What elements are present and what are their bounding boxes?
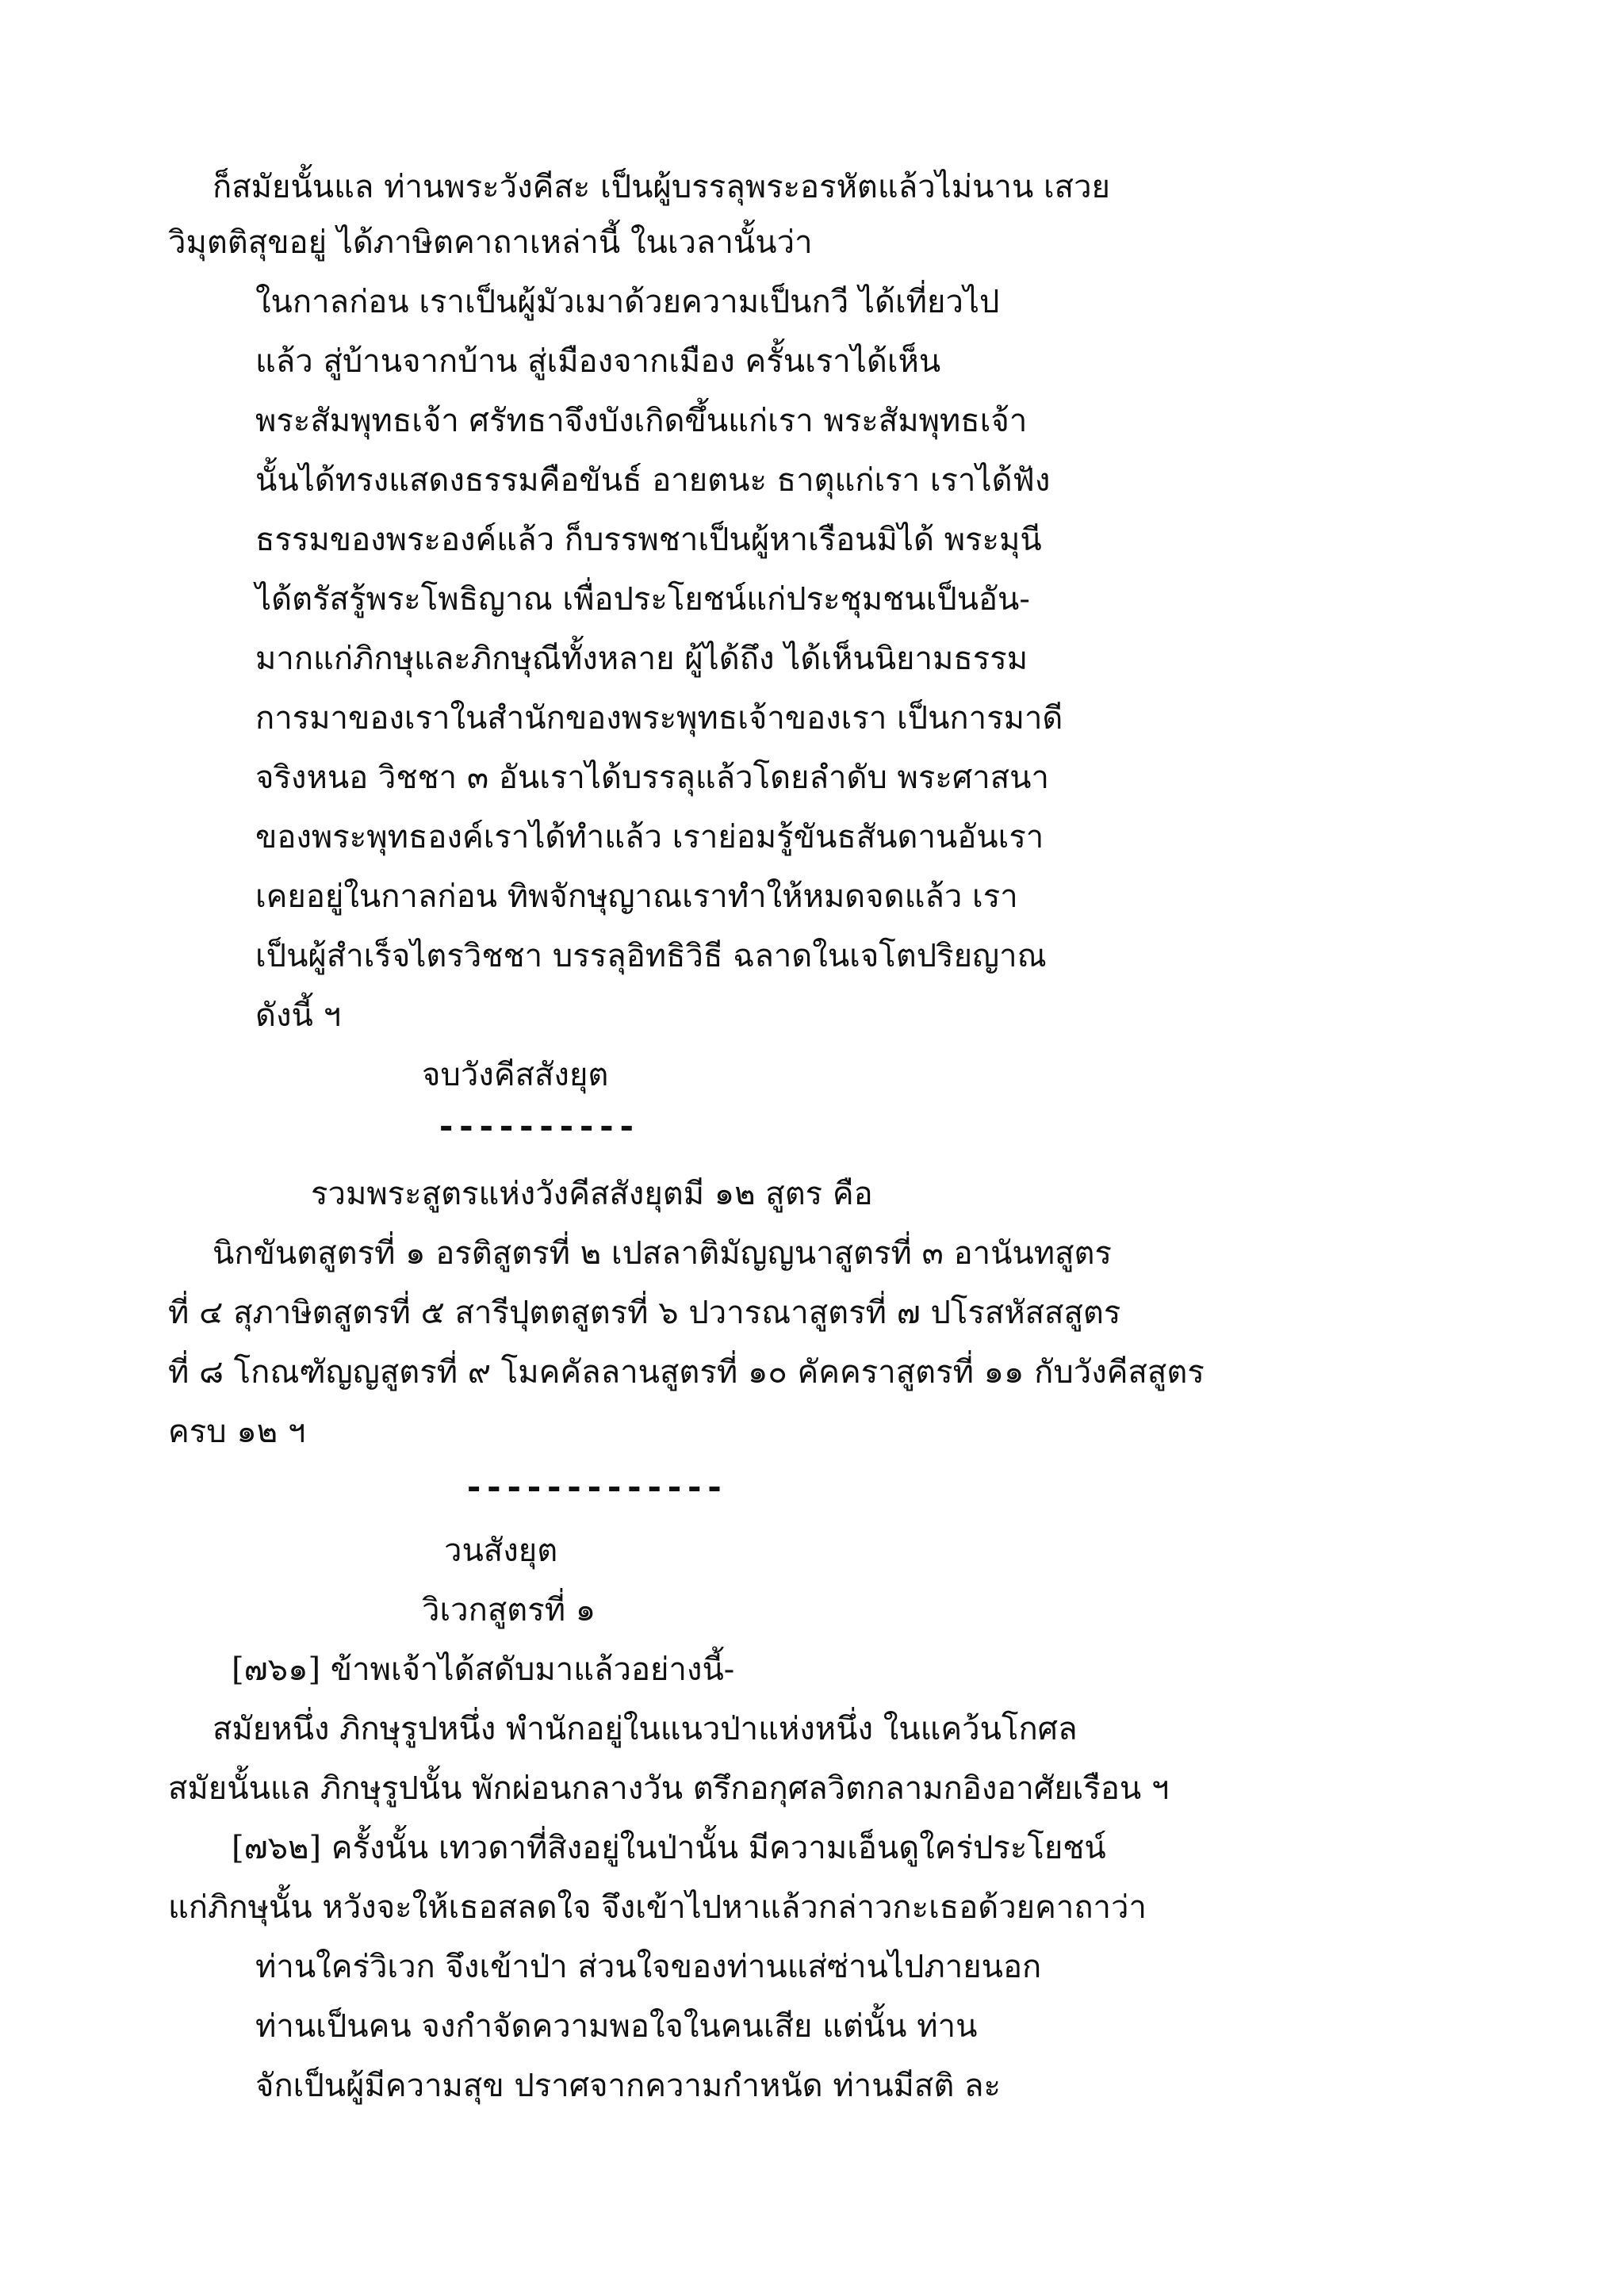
verse-1-line: จริงหนอ วิชชา ๓ อันเราได้บรรลุแล้วโดยลำดับ พระศาสนา — [255, 760, 1049, 796]
verse-1-line: แล้ว สู่บ้านจากบ้าน สู่เมืองจากเมือง ครั้นเราได้เห็น — [255, 343, 941, 380]
summary-line: ครบ ๑๒ ฯ — [168, 1414, 306, 1450]
verse-1-line: มากแก่ภิกษุและภิกษุณีทั้งหลาย ผู้ได้ถึง ได้เห็นนิยามธรรม — [255, 641, 1028, 677]
verse-1-line: การมาของเราในสำนักของพระพุทธเจ้าของเรา เป็นการมาดี — [255, 700, 1063, 737]
section-title: วนสังยุต — [444, 1533, 558, 1569]
summary-line: นิกขันตสูตรที่ ๑ อรติสูตรที่ ๒ เปสลาติมัญญนาสูตรที่ ๓ อานันทสูตร — [213, 1235, 1113, 1272]
separator-rule: ------------- — [464, 1468, 725, 1506]
verse-1-line: เป็นผู้สำเร็จไตรวิชชา บรรลุอิทธิวิธี ฉลาดในเจโตปริยญาณ — [255, 938, 1047, 974]
summary-line: ที่ ๘ โกณฑัญญสูตรที่ ๙ โมคคัลลานสูตรที่ ๑๐ คัคคราสูตรที่ ๑๑ กับวังคีสสูตร — [168, 1354, 1205, 1391]
separator-rule: ---------- — [436, 1107, 637, 1146]
end-of-chapter-title: จบวังคีสสังยุต — [422, 1057, 609, 1093]
paragraph-1-line-1: ก็สมัยนั้นแล ท่านพระวังคีสะ เป็นผู้บรรลุพระอรหัตแล้วไม่นาน เสวย — [213, 169, 1110, 205]
verse-1-line: ดังนี้ ฯ — [255, 997, 342, 1034]
verse-1-line: ในกาลก่อน เราเป็นผู้มัวเมาด้วยความเป็นกวี ได้เที่ยวไป — [255, 284, 1000, 320]
paragraph-762-line-2: แก่ภิกษุนั้น หวังจะให้เธอสลดใจ จึงเข้าไปหาแล้วกล่าวกะเธอด้วยคาถาว่า — [168, 1889, 1147, 1926]
paragraph-761-line-2: สมัยนั้นแล ภิกษุรูปนั้น พักผ่อนกลางวัน ตรึกอกุศลวิตกลามกอิงอาศัยเรือน ฯ — [168, 1770, 1170, 1807]
sutta-title: วิเวกสูตรที่ ๑ — [422, 1592, 596, 1628]
verse-1-line: พระสัมพุทธเจ้า ศรัทธาจึงบังเกิดขึ้นแก่เรา พระสัมพุทธเจ้า — [255, 403, 1028, 439]
paragraph-762-line-1: [๗๖๒] ครั้งนั้น เทวดาที่สิงอยู่ในป่านั้น มีความเอ็นดูใคร่ประโยชน์ — [232, 1830, 1106, 1866]
verse-1-line: นั้นได้ทรงแสดงธรรมคือขันธ์ อายตนะ ธาตุแก่เรา เราได้ฟัง — [255, 462, 1051, 499]
verse-1-line: ธรรมของพระองค์แล้ว ก็บรรพชาเป็นผู้หาเรือนมิได้ พระมุนี — [255, 522, 1042, 558]
verse-2-line: จักเป็นผู้มีความสุข ปราศจากความกำหนัด ท่านมีสติ ละ — [255, 2068, 1001, 2104]
summary-heading: รวมพระสูตรแห่งวังคีสสังยุตมี ๑๒ สูตร คือ — [311, 1176, 873, 1212]
paragraph-761-heading: [๗๖๑] ข้าพเจ้าได้สดับมาแล้วอย่างนี้- — [232, 1651, 735, 1688]
summary-line: ที่ ๔ สุภาษิตสูตรที่ ๕ สารีปุตตสูตรที่ ๖ ปวารณาสูตรที่ ๗ ปโรสหัสสสูตร — [168, 1295, 1121, 1331]
paragraph-761-line-1: สมัยหนึ่ง ภิกษุรูปหนึ่ง พำนักอยู่ในแนวป่าแห่งหนึ่ง ในแคว้นโกศล — [213, 1711, 1078, 1747]
verse-1-line: ได้ตรัสรู้พระโพธิญาณ เพื่อประโยชน์แก่ประชุมชนเป็นอัน- — [255, 581, 1030, 618]
verse-1-line: เคยอยู่ในกาลก่อน ทิพจักษุญาณเราทำให้หมดจดแล้ว เรา — [255, 878, 1018, 915]
paragraph-1-line-2: วิมุตติสุขอยู่ ได้ภาษิตคาถาเหล่านี้ ในเวลานั้นว่า — [168, 224, 813, 261]
verse-2-line: ท่านเป็นคน จงกำจัดความพอใจในคนเสีย แต่นั้น ท่าน — [255, 2008, 978, 2045]
verse-1-line: ของพระพุทธองค์เราได้ทำแล้ว เราย่อมรู้ขันธสันดานอันเรา — [255, 819, 1044, 855]
verse-2-line: ท่านใคร่วิเวก จึงเข้าป่า ส่วนใจของท่านแส่ซ่านไปภายนอก — [255, 1949, 1042, 1985]
